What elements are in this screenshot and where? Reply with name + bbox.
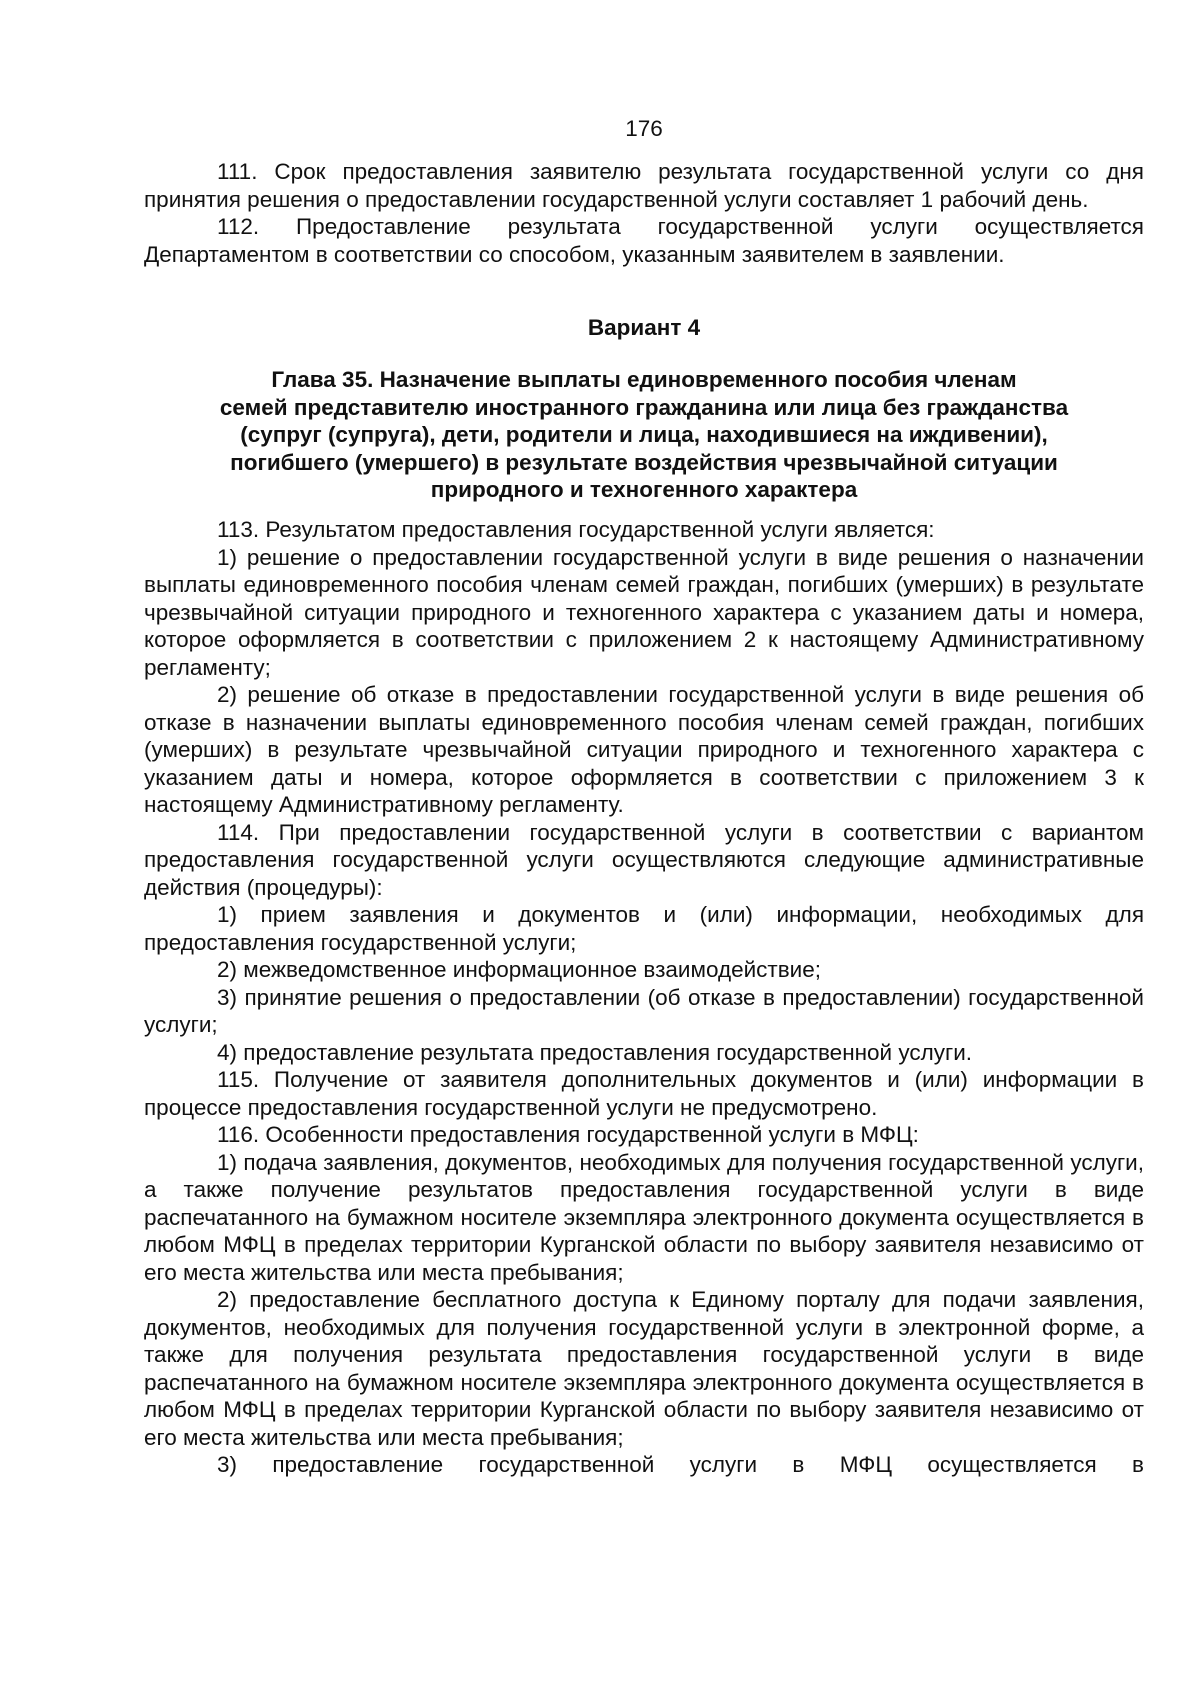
- paragraph-114-item-1: 1) прием заявления и документов и (или) информации, необходимых для предоставления государственной услуги;: [144, 902, 1144, 955]
- paragraph-116: 116. Особенности предоставления государственной услуги в МФЦ:: [217, 1122, 919, 1147]
- chapter-heading: [144, 366, 1144, 504]
- intro-section: [144, 158, 1144, 268]
- variant-heading: Вариант 4: [587, 315, 701, 340]
- paragraph-113-item-1: 1) решение о предоставлении государственной услуги в виде решения о назначении выплаты единовременного пособия членам семей граждан, погибших (умерших) в результате чрезвычайной ситуации природного и техногенного характера с указанием даты и номера, которое оформляется в соответствии с приложением 2 к настоящему Административному регламенту;: [144, 544, 1144, 680]
- paragraph-114: 114. При предоставлении государственной услуги в соответствии с вариантом предоставления государственной услуги осуществляются следующие административные действия (процедуры):: [144, 819, 1144, 900]
- chapter-heading-line: семей представителю иностранного гражданина или лица без гражданства: [219, 394, 1069, 420]
- variant-heading-block: [144, 314, 1144, 342]
- chapter-heading-line: погибшего (умершего) в результате воздействия чрезвычайной ситуации: [230, 449, 1058, 475]
- paragraph-113-item-2: 2) решение об отказе в предоставлении государственной услуги в виде решения об отказе в назначении выплаты единовременного пособия членам семей граждан, погибших (умерших) в результате чрезвычайной ситуации природного и техногенного характера с указанием даты и номера, которое оформляется в соответствии с приложением 3 к настоящему Административному регламенту.: [144, 682, 1144, 817]
- paragraph-116-item-2: 2) предоставление бесплатного доступа к Единому порталу для подачи заявления, документов, необходимых для получения государственной услуги в электронной форме, а также для получения результата предоставления государственной услуги в виде распечатанного на бумажном носителе экземпляра электронного документа осуществляется в любом МФЦ в пределах территории Курганской области по выбору заявителя независимо от его места жительства или места пребывания;: [144, 1287, 1144, 1450]
- paragraph-114-item-3: 3) принятие решения о предоставлении (об отказе в предоставлении) государственной услуги;: [144, 984, 1144, 1037]
- paragraph-116-item-3: 3) предоставление государственной услуги в МФЦ осуществляется в: [217, 1452, 1144, 1477]
- paragraph-114-item-4: 4) предоставление результата предоставления государственной услуги.: [217, 1039, 973, 1065]
- paragraph-116-item-1: 1) подача заявления, документов, необходимых для получения государственной услуги, а также получение результатов предоставления государственной услуги в виде распечатанного на бумажном носителе экземпляра электронного документа осуществляется в любом МФЦ в пределах территории Курганской области по выбору заявителя независимо от его места жительства или места пребывания;: [144, 1149, 1144, 1285]
- chapter-heading-line: Глава 35. Назначение выплаты единовременного пособия членам: [271, 367, 1017, 392]
- paragraph-112: 112. Предоставление результата государственной услуги осуществляется Департаментом в соответствии со способом, указанным заявителем в заявлении.: [144, 214, 1144, 267]
- page-number: 176: [625, 116, 663, 141]
- chapter-heading-line: (супруг (супруга), дети, родители и лица, находившиеся на иждивении),: [240, 422, 1048, 447]
- paragraph-113: 113. Результатом предоставления государственной услуги является:: [217, 517, 935, 542]
- chapter-heading-line: природного и техногенного характера: [430, 477, 858, 502]
- paragraph-111: 111. Срок предоставления заявителю результата государственной услуги со дня принятия решения о предоставлении государственной услуги составляет 1 рабочий день.: [144, 159, 1144, 212]
- body-section: [144, 516, 1144, 1479]
- paragraph-114-item-2: 2) межведомственное информационное взаимодействие;: [217, 957, 822, 982]
- paragraph-115: 115. Получение от заявителя дополнительных документов и (или) информации в процессе предоставления государственной услуги не предусмотрено.: [144, 1067, 1144, 1120]
